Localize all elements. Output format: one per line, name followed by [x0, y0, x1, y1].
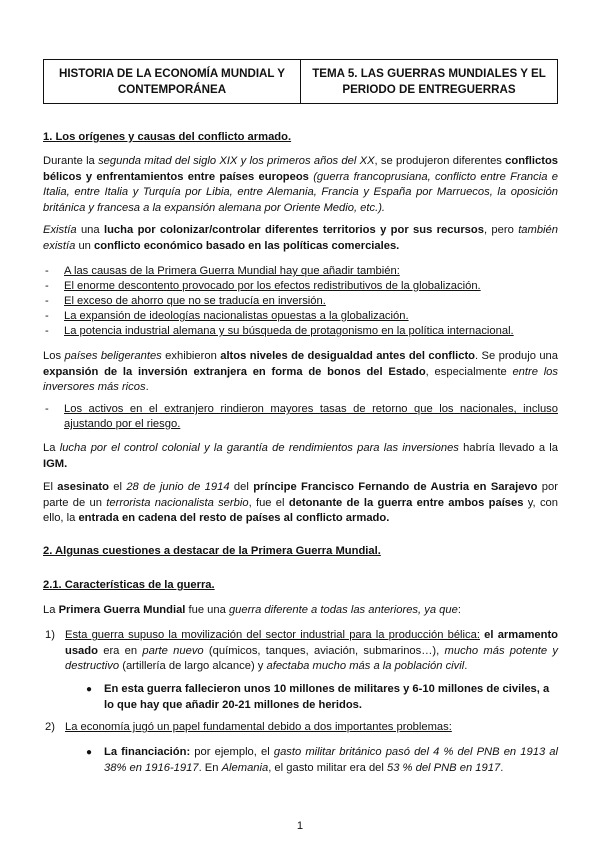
bullet-casualties: En esta guerra fallecieron unos 10 millones de militares y 6-10 millones de civiles, a lo que hay que añadir 20-21 millones de heridos. [104, 683, 550, 711]
dash-item-5: La potencia industrial alemana y su búsqueda de protagonismo en la política internacional. [64, 325, 514, 337]
bullet-marker: ● [86, 747, 93, 758]
paragraph-1: Durante la segunda mitad del siglo XIX y los primeros años del XX, se produjeron diferentes conflictos bélicos y enfrentamientos entre países europeos (guerra francoprusiana, conflicto entre Francia e Italia, entre Italia y Turquía por Libia, entre Alemania, Francia y España por Marruecos, la oposición británica y francesa a la expansión alemana por Oriente Medio, etc.). [43, 155, 559, 214]
dash-marker: - [45, 265, 49, 277]
section-2-intro: La Primera Guerra Mundial fue una guerra diferente a todas las anteriores, ya que: [43, 604, 461, 616]
page-number: 1 [296, 820, 304, 832]
dash-item-2: El enorme descontento provocado por los efectos redistributivos de la globalización. [64, 280, 481, 292]
item-2-number: 2) [45, 721, 55, 733]
topic-title: TEMA 5. LAS GUERRAS MUNDIALES Y EL PERIODO DE ENTREGUERRAS [300, 60, 557, 103]
bullet-marker: ● [86, 684, 93, 695]
dash-marker: - [45, 310, 49, 322]
dash-item-returns: Los activos en el extranjero rindieron mayores tasas de retorno que los nacionales, incluso ajustando por el riesgo. [64, 403, 558, 430]
item-1-number: 1) [45, 629, 55, 641]
header-table [43, 59, 558, 104]
bullet-financing: La financiación: por ejemplo, el gasto militar británico pasó del 4 % del PNB en 1913 al 38% en 1916-1917. En Alemania, el gasto militar era del 53 % del PNB en 1917. [104, 746, 558, 774]
item-2-text: La economía jugó un papel fundamental debido a dos importantes problemas: [65, 721, 452, 733]
dash-marker: - [45, 325, 49, 337]
dash-marker: - [45, 403, 49, 415]
course-title: HISTORIA DE LA ECONOMÍA MUNDIAL Y CONTEMPORÁNEA [58, 66, 286, 96]
dash-item-4: La expansión de ideologías nacionalistas opuestas a la globalización. [64, 310, 409, 322]
dash-marker: - [45, 280, 49, 292]
dash-marker: - [45, 295, 49, 307]
dash-item-1: A las causas de la Primera Guerra Mundial hay que añadir también: [64, 265, 400, 277]
paragraph-3: Los países beligerantes exhibieron altos niveles de desigualdad antes del conflicto. Se produjo una expansión de la inversión extranjera en forma de bonos del Estado, especialmente entre los inversores más ricos. [43, 350, 559, 393]
paragraph-2: Existía una lucha por colonizar/controlar diferentes territorios y por sus recursos, pero también existía un conflicto económico basado en las políticas comerciales. [43, 224, 558, 252]
paragraph-4: La lucha por el control colonial y la garantía de rendimientos para las inversiones habría llevado a la IGM. [43, 442, 558, 470]
section-1-heading: 1. Los orígenes y causas del conflicto armado. [43, 131, 292, 143]
section-2-1-heading: 2.1. Características de la guerra. [43, 579, 215, 591]
paragraph-5: El asesinato el 28 de junio de 1914 del príncipe Francisco Fernando de Austria en Sarajevo por parte de un terrorista nacionalista serbio, fue el detonante de la guerra entre ambos países y, con ello, la entrada en cadena del resto de países al conflicto armado. [43, 481, 558, 524]
item-1-text: Esta guerra supuso la movilización del sector industrial para la producción bélica: el armamento usado era en parte nuevo (químicos, tanques, aviación, submarinos…), mucho más potente y destructivo (artillería de largo alcance) y afectaba mucho más a la población civil. [65, 629, 559, 672]
section-2-heading: 2. Algunas cuestiones a destacar de la Primera Guerra Mundial. [43, 545, 381, 557]
dash-item-3: El exceso de ahorro que no se traducía en inversión. [64, 295, 326, 307]
